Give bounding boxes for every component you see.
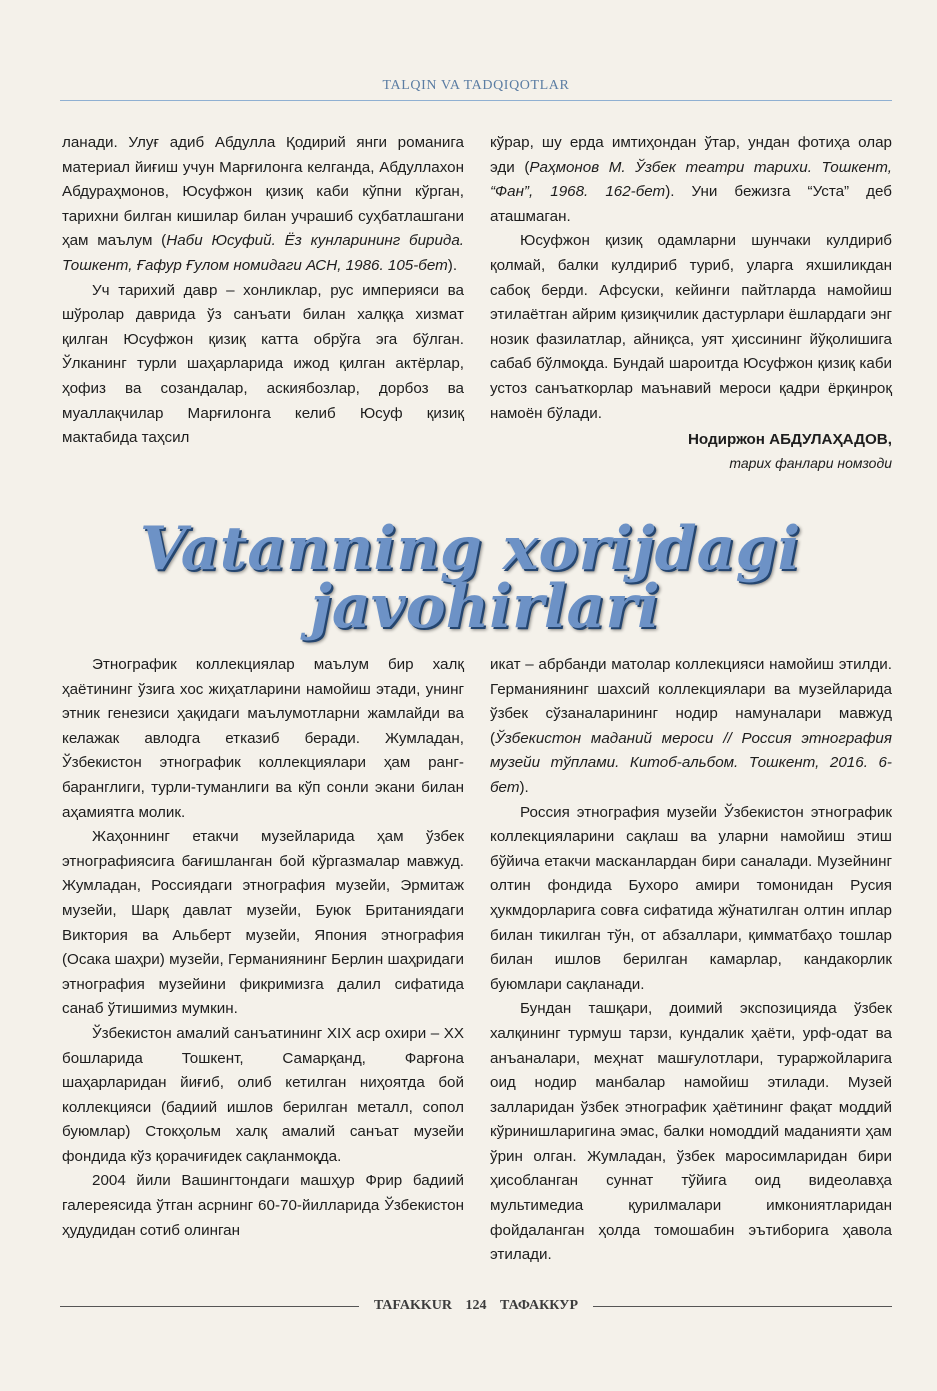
paragraph: Ўзбекистон амалий санъатининг XIX аср охири – XX бошларида Тошкент, Самарқанд, Фарғона шаҳарларидан йиғиб, олиб кетилган ниҳоятда бой коллекцияси (бадиий ишлов берилган металл, сопол буюмлар) Стокҳольм халқ амалий санъат музейи фондида кўз қорачиғидек сақланмоқда. (62, 1024, 464, 1165)
paragraph: ланади. Улуғ адиб Абдулла Қодирий янги романига материал йиғиш учун Марғилонга келганда, Абдуллахон Абдураҳмонов, Юсуфжон қизиқ каби кўпни кўрган, тарихни билган кишилар билан учрашиб суҳбатлашгани ҳам маълум (Наби Юсуфий. Ёз кунларининг бирида. Тошкент, Ғафур Ғулом номидаги АСН, 1986. 105-бет). (62, 134, 464, 274)
footer-rule-right (593, 1306, 892, 1307)
article-title-line-2: javohirlari (310, 572, 660, 642)
paragraph: икат – абрбанди матолар коллекцияси намойиш этилди. Германиянинг шахсий коллекциялари ва музейларида ўзбек сўзаналарининг нодир намуналари мавжуд (Ўзбекистон маданий мероси // Россия этнография музейи тўплами. Китоб-альбом. Тошкент, 2016. 6-бет). (490, 656, 892, 796)
bottom-right-column (490, 653, 892, 1268)
paragraph: Уч тарихий давр – хонликлар, рус империяси ва шўролар даврида ўз санъати билан халққа хизмат қилган Юсуфжон қизиқ катта обрўга эга бўлган. Ўлканинг турли шаҳарларида ижод қилган актёрлар, ҳофиз ва созандалар, аскиябозлар, дорбоз ва муаллақчилар Марғилонга келиб Юсуф қизиқ мактабида таҳсил (62, 281, 464, 447)
paragraph: Бундан ташқари, доимий экспозицияда ўзбек халқининг турмуш тарзи, кундалик ҳаёти, урф-одат ва анъаналари, меҳнат машғулотлари, тураржойларига оид нодир манбалар намойиш этилади. Музей залларидан ўзбек этнографик ҳаётининг фақат моддий кўринишларигина эмас, балки номоддий маданияти ҳам ўрин олган. Жумладан, ўзбек маросимларидан бири ҳисобланган суннат тўйига оид видеолавҳа мультимедиа қурилмалари имкониятларидан фойдаланган ҳолда томошабин эътиборига ҳавола этилади. (490, 1000, 892, 1264)
footer-magazine-latin: TAFAKKUR (373, 1298, 453, 1313)
citation: Раҳмонов М. Ўзбек театри тарихи. Тошкент, “Фан”, 1968. 162-бет (490, 158, 892, 201)
paragraph: Россия этнография музейи Ўзбекистон этнографик коллекцияларини сақлаш ва уларни намойиш этиш бўйича етакчи масканлардан бири саналади. Музейнинг олтин фондида Бухоро амири томонидан Русия ҳукмдорларига совға сифатида жўнатилган олтин иплар билан тикилган тўн, от абзаллари, қимматбаҳо тошлар билан ишлов берилган камарлар, кандакорлик буюмлари сақланади. (490, 803, 892, 993)
article-title (120, 514, 820, 642)
article-title-line-1: Vatanning xorijdagi (139, 514, 801, 584)
header-rule (60, 100, 892, 101)
citation: Наби Юсуфий. Ёз кунларининг бирида. Тошкент, Ғафур Ғулом номидаги АСН, 1986. 105-бет (62, 232, 464, 274)
footer-rule-left (60, 1306, 359, 1307)
running-header: TALQIN VA TADQIQOTLAR (382, 78, 570, 93)
author-signature (490, 428, 892, 473)
page-footer (60, 1294, 892, 1318)
paragraph: Этнографик коллекциялар маълум бир халқ ҳаётининг ўзига хос жиҳатларини намойиш этади, унинг этник генезиси ҳақидаги маълумотларни жамлайди ва келажак авлодга етказиб беради. Жумладан, Ўзбекистон этнографик коллекциялари ҳам ранг-баранглиги, турли-туманлиги ва кўп сонли экани билан аҳамиятга молик. (62, 656, 464, 821)
paragraph: 2004 йили Вашингтондаги машҳур Фрир бадиий галереясида ўтган асрнинг 60-70-йилларида Ўзбекистон ҳудудидан сотиб олинган (62, 1172, 464, 1239)
paragraph: кўрар, шу ерда имтиҳондан ўтар, ундан фотиҳа олар эди (Раҳмонов М. Ўзбек театри тарихи. Тошкент, “Фан”, 1968. 162-бет). Уни бежизга “Уста” деб аташмаган. (490, 134, 892, 225)
bottom-left-column (62, 653, 464, 1243)
page-number: 124 (465, 1298, 487, 1313)
footer-text (359, 1298, 593, 1314)
paragraph: Юсуфжон қизиқ одамларни шунчаки кулдириб қолмай, балки кулдириб туриб, уларга яхшиликдан сабоқ берди. Афсуски, кейинги пайтларда намойиш этилаётган айрим қизиқчилик дастурлари ёшлардаги энг нозик фазилатлар, айниқса, уят ҳиссининг йўқолишига сабаб бўлмоқда. Бундай шароитда Юсуфжон қизиқ каби устоз санъаткорлар маънавий мероси қадри ёрқинроқ намоён бўлади. (490, 232, 892, 422)
top-right-column (490, 131, 892, 473)
footer-magazine-cyrillic: ТАФАККУР (500, 1298, 579, 1313)
paragraph: Жаҳоннинг етакчи музейларида ҳам ўзбек этнографиясига бағишланган бой кўргазмалар мавжуд. Жумладан, Россиядаги этнография музейи, Эрмитаж музейи, Шарқ давлат музейи, Буюк Британиядаги Виктория ва Альберт музейи, Япония этнография (Осака шаҳри) музейи, Германиянинг Берлин шаҳридаги этнография музейини фикримизга далил сифатида санаб ўтишимиз мумкин. (62, 828, 464, 1018)
author-name: Нодиржон АБДУЛАҲАДОВ, (687, 431, 892, 449)
author-title: тарих фанлари номзоди (729, 454, 892, 471)
top-left-column (62, 131, 464, 451)
citation: Ўзбекистон маданий мероси // Россия этнография музейи тўплами. Китоб-альбом. Тошкент, 2016. 6-бет (490, 729, 892, 796)
